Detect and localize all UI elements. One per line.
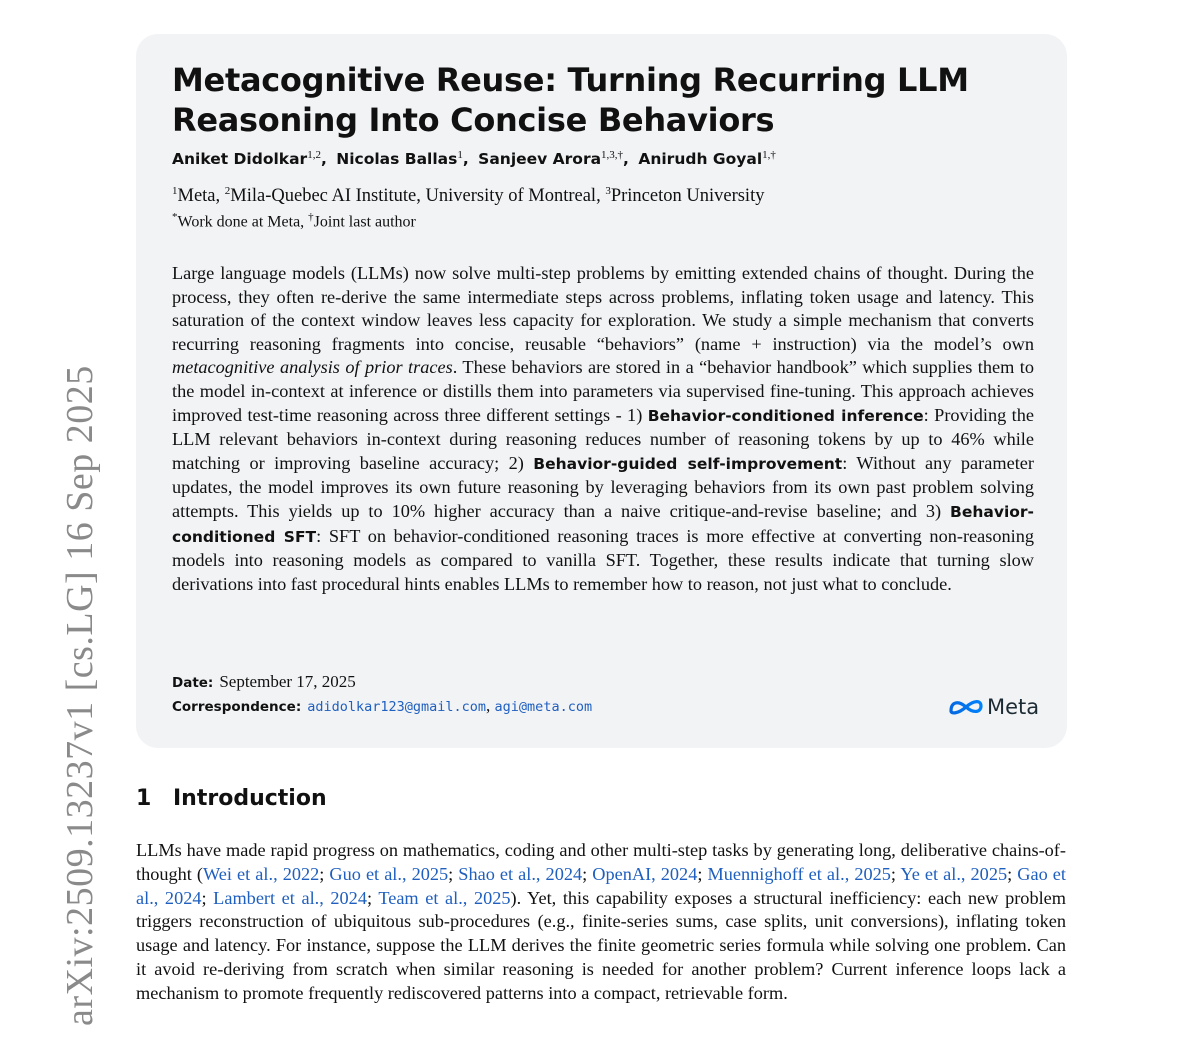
section-title: Introduction [173,786,327,811]
meta-wordmark: Meta [987,695,1040,719]
affiliations: $^1$Meta, $^2$Mila-Quebec AI Institute, University of Montreal, $^3$Princeton University [172,185,765,207]
author: Sanjeev Arora$^{1,3,\dagger}$, [478,149,629,169]
correspondence-row: Correspondence: adidolkar123@gmail.com, agi@meta.com [172,696,593,715]
date-row [172,672,356,692]
citation-link[interactable]: Team et al., 2025 [378,887,511,908]
section-number: 1 [136,786,152,811]
citation-link[interactable]: Guo et al., 2025 [329,863,449,884]
email-link[interactable]: agi@meta.com [494,699,593,715]
citation-link[interactable]: Shao et al., 2024 [458,863,583,884]
introduction-paragraph: LLMs have made rapid progress on mathematics, coding and other multi-step tasks by generating long, deliberative chains-of-thought (Wei et al., 2022; Guo et al., 2025; Shao et al., 2024; OpenAI, 2024; Muennighoff et al., 2025; Ye et al., 2025; Gao et al., 2024; Lambert et al., 2024; Team et al., 2025). Yet, this capability exposes a structural inefficiency: each new problem triggers reconstruction of ubiquitous sub-procedures (e.g., finite-series sums, case splits, unit conversions), inflating token usage and latency. For instance, suppose the LLM derives the finite geometric series formula while solving one problem. Can it avoid re-deriving from scratch when similar reasoning is needed for another problem? Current inference loops lack a mechanism to promote frequently rediscovered patterns into a compact, retrievable form. [136,840,1066,1003]
author: Nicolas Ballas$^1$, [336,149,469,169]
email-link[interactable]: adidolkar123@gmail.com [307,699,487,715]
correspondence-label: Correspondence: [172,699,302,715]
meta-logo [948,694,1039,720]
citation-link[interactable]: Ye et al., 2025 [900,863,1008,884]
paper-title: Metacognitive Reuse: Turning Recurring LLM Reasoning Into Concise Behaviors [172,61,969,139]
citation-link[interactable]: Muennighoff et al., 2025 [707,863,891,884]
author-list [172,149,780,168]
citation-link[interactable]: Gao et al., 2024 [136,863,1066,908]
abstract: Large language models (LLMs) now solve multi-step problems by emitting extended chains of thought. During the process, they often re-derive the same intermediate steps across problems, inflating token usage and latency. This saturation of the context window leaves less capacity for exploration. We study a simple mechanism that converts recurring reasoning fragments into concise, reusable “behaviors” (name + instruction) via the model’s own metacognitive analysis of prior traces. These behaviors are stored in a “behavior handbook” which supplies them to the model in-context at inference or distills them into parameters via supervised fine-tuning. This approach achieves improved test-time reasoning across three different settings - 1) Behavior-conditioned inference: Providing the LLM relevant behaviors in-context during reasoning reduces number of reasoning tokens by up to 46% while matching or improving baseline accuracy; 2) Behavior-guided self-improvement: Without any parameter updates, the model improves its own future reasoning by leveraging behaviors from its own past problem solving attempts. This yields up to 10% higher accuracy than a naive critique-and-revise baseline; and 3) Behavior-conditioned SFT: SFT on behavior-conditioned reasoning traces is more effective at converting non-reasoning models into reasoning models as compared to vanilla SFT. Together, these results indicate that turning slow derivations into fast procedural hints enables LLMs to remember how to reason, not just what to conclude. [172,263,1035,594]
arxiv-identifier: arXiv:2509.13237v1 [cs.LG] 16 Sep 2025 [59,365,101,1026]
author: Anirudh Goyal$^{1,\dagger}$ [638,149,776,169]
date-value: September 17, 2025 [219,672,356,691]
citation-link[interactable]: Wei et al., 2022 [203,863,320,884]
author-notes: *Work done at Meta, †Joint last author [172,211,416,231]
section-heading [136,786,327,811]
arxiv-sidebar [0,0,101,1041]
date-label: Date: [172,675,214,691]
citation-link[interactable]: OpenAI, 2024 [592,863,698,884]
meta-infinity-icon [948,698,984,716]
author: Aniket Didolkar$^{1,2}$, [172,149,327,169]
citation-link[interactable]: Lambert et al., 2024 [213,887,367,908]
